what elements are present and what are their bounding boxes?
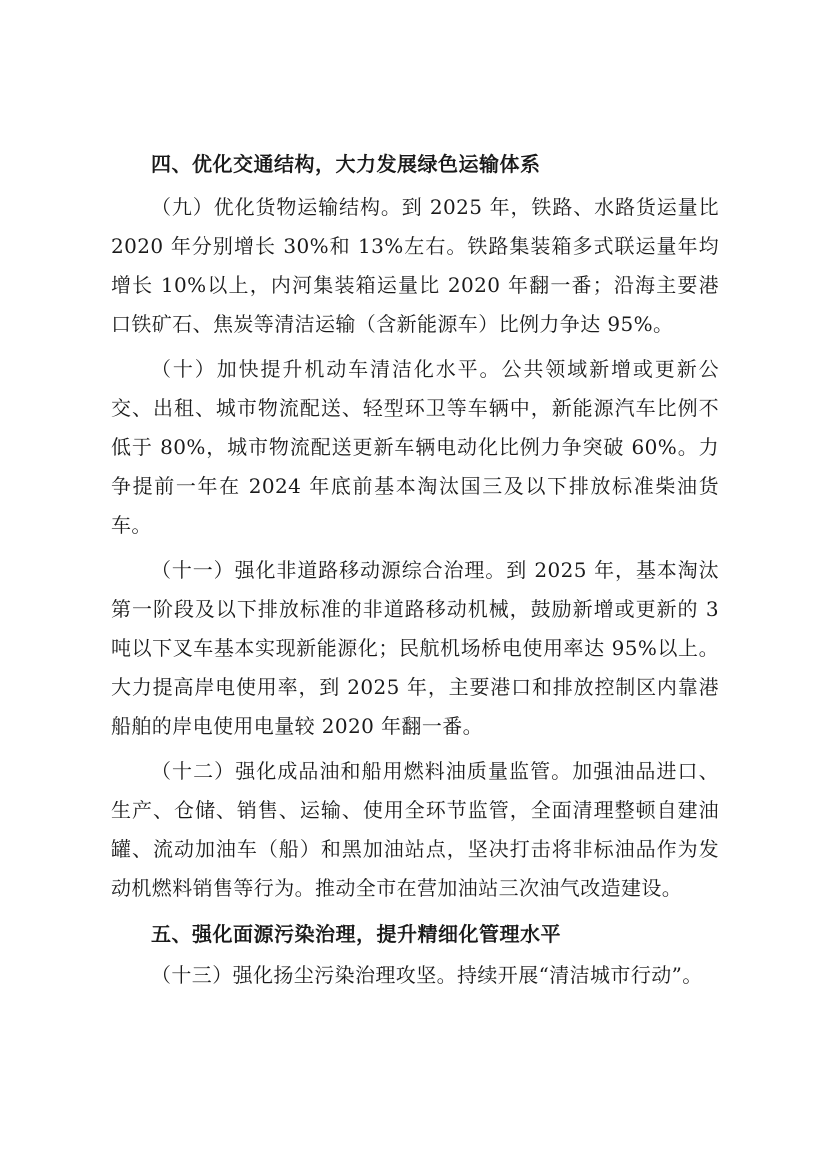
section-heading-4: 四、优化交通结构，大力发展绿色运输体系 — [151, 152, 541, 176]
paragraph-13-lead: （十三）强化扬尘污染治理攻坚。 — [151, 963, 457, 987]
document-body — [111, 146, 719, 995]
paragraph-11 — [111, 551, 719, 746]
paragraph-9-lead: （九）优化货物运输结构。 — [151, 195, 402, 219]
paragraph-11-body: 到 2025 年，基本淘汰第一阶段及以下排放标准的非道路移动机械，鼓励新增或更新的 3 吨以下叉车基本实现新能源化；民航机场桥电使用率达 95%以上。大力提高岸电使用率，到 2025 年，主要港口和排放控制区内靠港船舶的岸电使用电量较 2020 年翻一番。 — [111, 558, 719, 738]
paragraph-10-body: 公共领域新增或更新公交、出租、城市物流配送、轻型环卫等车辆中，新能源汽车比例不低于 80%，城市物流配送更新车辆电动化比例力争突破 60%。力争提前一年在 2024 年底前基本淘汰国三及以下排放标准柴油货车。 — [111, 357, 720, 537]
paragraph-12-lead: （十二）强化成品油和船用燃料油质量监管。 — [151, 759, 573, 783]
paragraph-10-lead: （十）加快提升机动车清洁化水平。 — [151, 357, 502, 381]
paragraph-13-body: 持续开展“清洁城市行动”。 — [457, 963, 703, 987]
paragraph-13 — [111, 956, 719, 995]
section-heading-5: 五、强化面源污染治理，提升精细化管理水平 — [151, 922, 561, 946]
paragraph-12-body: 加强油品进口、生产、仓储、销售、运输、使用全环节监管，全面清理整顿自建油罐、流动加油车（船）和黑加油站点，坚决打击将非标油品作为发动机燃料销售等行为。推动全市在营加油站三次油气改造建设。 — [111, 759, 720, 900]
paragraph-9 — [111, 188, 719, 344]
paragraph-9-body: 到 2025 年，铁路、水路货运量比 2020 年分别增长 30%和 13%左右。铁路集装箱多式联运量年均增长 10%以上，内河集装箱运量比 2020 年翻一番；沿海主要港口铁矿石、焦炭等清洁运输（含新能源车）比例力争达 95%。 — [111, 195, 719, 336]
paragraph-11-lead: （十一）强化非道路移动源综合治理。 — [151, 558, 507, 582]
paragraph-10 — [111, 350, 719, 545]
paragraph-12 — [111, 752, 719, 908]
